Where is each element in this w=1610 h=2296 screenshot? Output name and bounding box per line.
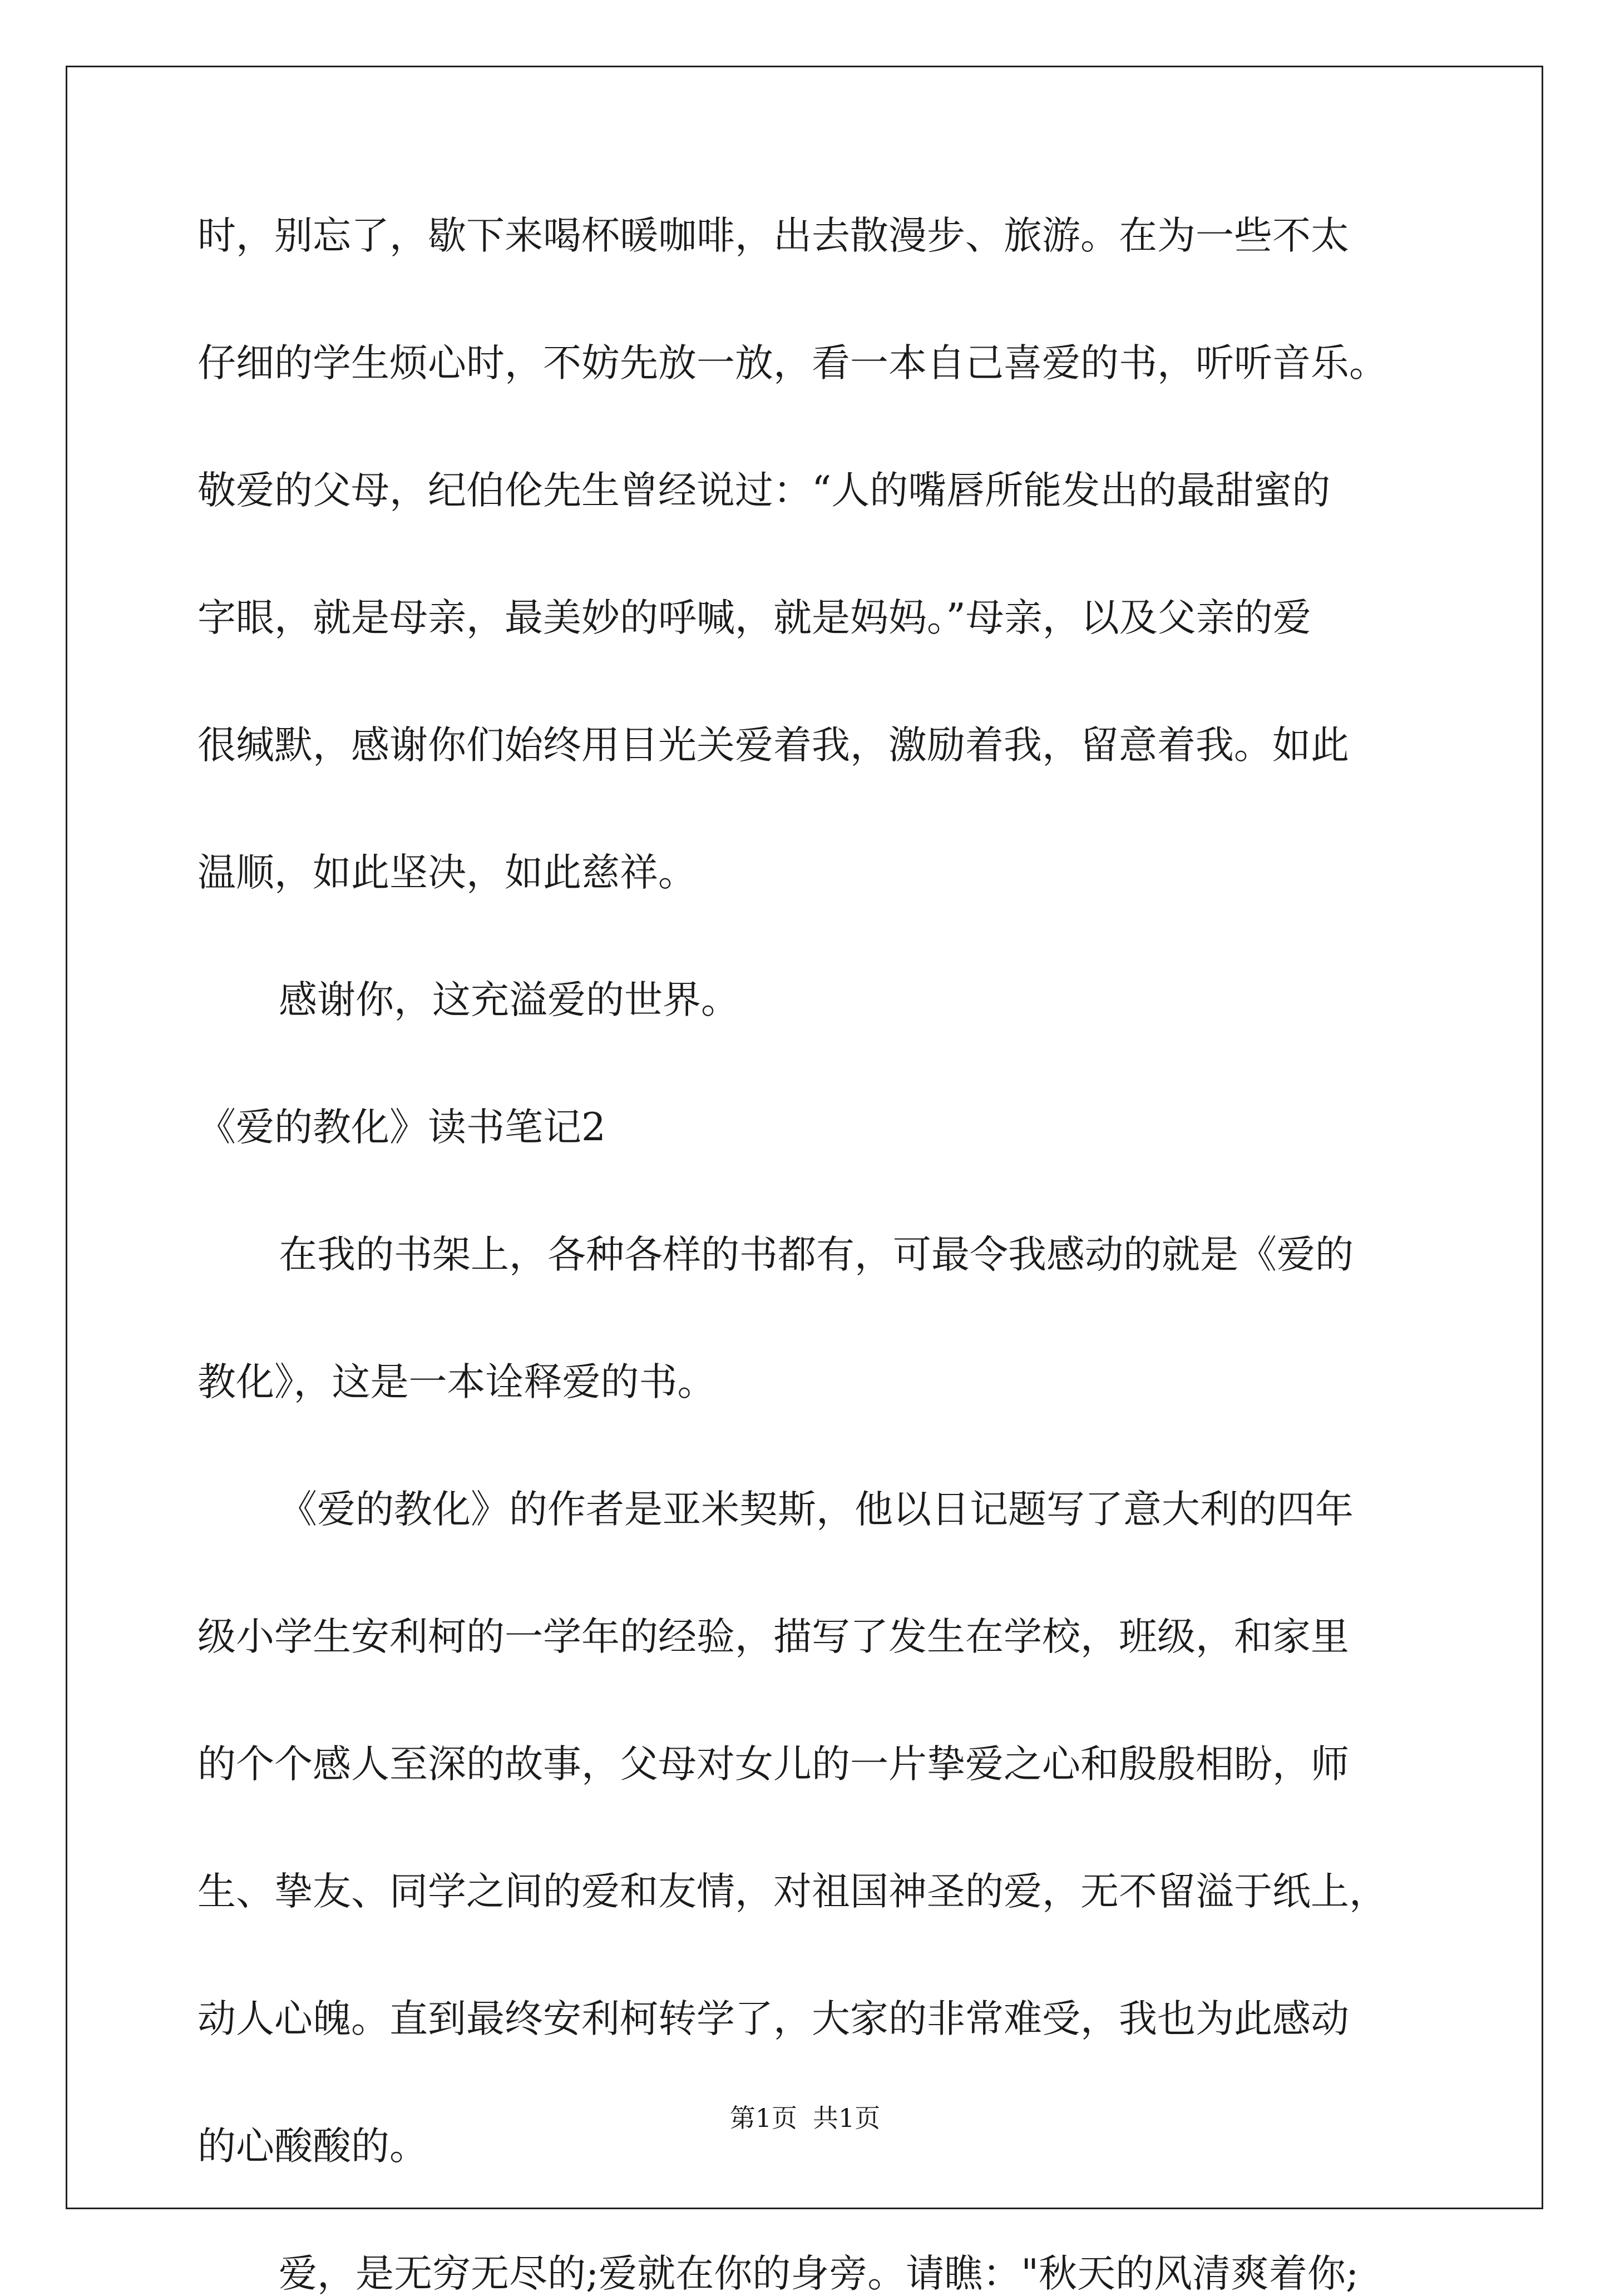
paragraph-line: 教化》，这是一本诠释爱的书。	[197, 1360, 716, 1404]
paragraph-line: 级小学生安利柯的一学年的经验，描写了发生在学校，班级，和家里	[197, 1615, 1349, 1659]
paragraph-line: 仔细的学生烦心时，不妨先放一放，看一本自己喜爱的书，听听音乐。	[197, 341, 1387, 385]
paragraph-line: 的心酸酸的。	[197, 2124, 428, 2169]
paragraph-line: 敬爱的父母，纪伯伦先生曾经说过：“人的嘴唇所能发出的最甜蜜的	[197, 468, 1331, 513]
paragraph-line: 感谢你，这充溢爱的世界。	[279, 978, 739, 1022]
paragraph-line: 字眼，就是母亲，最美妙的呼喊，就是妈妈。”母亲，以及父亲的爱	[197, 596, 1311, 640]
paragraph-line: 动人心魄。直到最终安利柯转学了，大家的非常难受，我也为此感动	[197, 1997, 1349, 2041]
paragraph-line: 时，别忘了，歇下来喝杯暖咖啡，出去散漫步、旅游。在为一些不太	[197, 214, 1349, 258]
paragraph-line: 很缄默，感谢你们始终用目光关爱着我，激励着我，留意着我。如此	[197, 723, 1349, 768]
section-heading: 《爱的教化》读书笔记2	[197, 1105, 606, 1150]
page-number: 第1页	[729, 2103, 797, 2133]
paragraph-line: 温顺，如此坚决，如此慈祥。	[197, 850, 697, 895]
paragraph-line: 在我的书架上，各种各样的书都有，可最令我感动的就是《爱的	[279, 1233, 1354, 1277]
page-footer	[0, 2105, 1610, 2131]
paragraph-line: 生、挚友、同学之间的爱和友情，对祖国神圣的爱，无不留溢于纸上，	[197, 1869, 1387, 1914]
paragraph-line: 爱，是无穷无尽的;爱就在你的身旁。请瞧："秋天的风清爽着你;	[279, 2252, 1359, 2296]
page-total: 共1页	[813, 2103, 881, 2133]
paragraph-line: 《爱的教化》的作者是亚米契斯，他以日记题写了意大利的四年	[279, 1487, 1354, 1532]
paragraph-line: 的个个感人至深的故事，父母对女儿的一片挚爱之心和殷殷相盼，师	[197, 1742, 1349, 1787]
